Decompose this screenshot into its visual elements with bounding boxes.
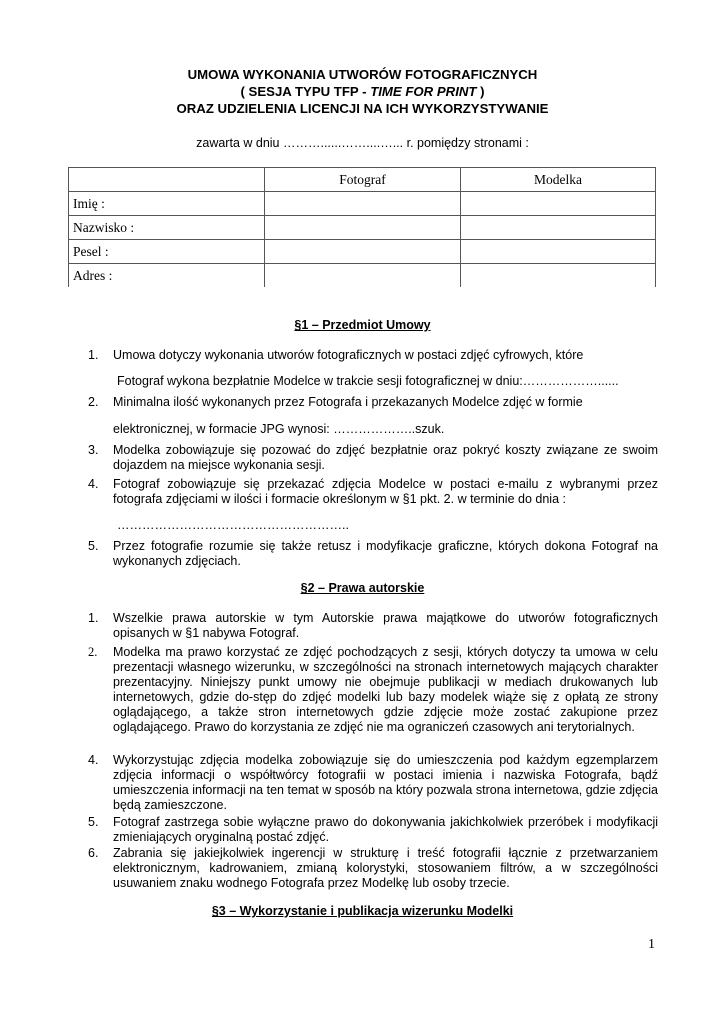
table-header-empty xyxy=(69,168,265,192)
item-number: 4. xyxy=(88,477,99,491)
cell-model-last-name[interactable] xyxy=(461,216,656,240)
concluded-on-line: zawarta w dniu ………......……....…... r. pomiędzy stronami : xyxy=(196,136,529,150)
title-line-1: UMOWA WYKONANIA UTWORÓW FOTOGRAFICZNYCH xyxy=(187,67,538,82)
cell-photographer-last-name[interactable] xyxy=(265,216,461,240)
table-row xyxy=(69,264,656,288)
item-number: 2. xyxy=(88,645,98,659)
item-number: 5. xyxy=(88,539,99,553)
item-text: Modelka zobowiązuje się pozować do zdjęć bezpłatnie oraz pokryć koszty związane ze swoim dojazdem na miejsce wykonania sesji. xyxy=(113,443,658,472)
item-number: 1. xyxy=(88,611,99,625)
table-header-row xyxy=(69,168,656,192)
table-row xyxy=(69,192,656,216)
row-label-pesel: Pesel : xyxy=(69,240,265,264)
row-label-last-name: Nazwisko : xyxy=(69,216,265,240)
section-1-item-1-continuation: Fotograf wykona bezpłatnie Modelce w trakcie sesji fotograficznej w dniu:………………...... xyxy=(117,374,619,388)
section-1-item-4-continuation: ……………………………………………….. xyxy=(117,518,349,532)
item-text: Fotograf zastrzega sobie wyłączne prawo do dokonywania jakichkolwiek przeróbek i modyfikacji zmieniających oryginalną postać zdjęć. xyxy=(113,815,658,844)
item-text: Zabrania się jakiejkolwiek ingerencji w strukturę i treść fotografii łącznie z przetwarzaniem elektronicznym, kadrowaniem, zmianą kolorystyki, stosowaniem filtrów, a w szczególności usuwaniem znaku wodnego Fotografa przez Modelkę lub osoby trzecie. xyxy=(113,846,658,890)
section-1-item-2-continuation: elektronicznej, w formacie JPG wynosi: ………………..szuk. xyxy=(113,422,445,436)
title-line-3: ORAZ UDZIELENIA LICENCJI NA ICH WYKORZYSTYWANIE xyxy=(176,101,549,116)
page-number: 1 xyxy=(648,937,655,952)
table-row xyxy=(69,216,656,240)
table-row xyxy=(69,240,656,264)
section-3-heading: §3 – Wykorzystanie i publikacja wizerunku Modelki xyxy=(211,904,514,918)
item-text: Przez fotografie rozumie się także retusz i modyfikacje graficzne, których dokona Fotograf na wykonanych zdjęciach. xyxy=(113,539,658,568)
item-text: Minimalna ilość wykonanych przez Fotografa i przekazanych Modelce zdjęć w formie xyxy=(113,395,583,409)
title-line-2-prefix: ( SESJA TYPU TFP - xyxy=(240,84,371,99)
title-line-2 xyxy=(0,84,725,100)
item-text: Wszelkie prawa autorskie w tym Autorskie prawa majątkowe do utworów fotograficznych opisanych w §1 nabywa Fotograf. xyxy=(113,611,658,640)
item-number: 3. xyxy=(88,443,99,457)
parties-table xyxy=(68,167,656,287)
row-label-first-name: Imię : xyxy=(69,192,265,216)
item-number: 5. xyxy=(88,815,99,829)
cell-photographer-pesel[interactable] xyxy=(265,240,461,264)
row-label-address: Adres : xyxy=(69,264,265,288)
cell-photographer-address[interactable] xyxy=(265,264,461,288)
cell-model-pesel[interactable] xyxy=(461,240,656,264)
item-number: 6. xyxy=(88,846,99,860)
item-text: Fotograf zobowiązuje się przekazać zdjęcia Modelce w postaci e-mailu z wybranymi przez fotografa zdjęciami w ilości i formacie określonym w §1 pkt. 2. w terminie do dnia : xyxy=(113,477,658,506)
item-text: Wykorzystując zdjęcia modelka zobowiązuje się do umieszczenia pod każdym egzemplarzem zdjęcia informacji o współtwórcy fotografii w postaci imienia i nazwiska Fotografa, bądź umieszczenia informacji na ten temat w sposób na który pozwala strona internetowa, gdzie zdjęcia będą zamieszczone. xyxy=(113,753,658,812)
item-text: Modelka ma prawo korzystać ze zdjęć pochodzących z sesji, których dotyczy ta umowa w celu prezentacji własnego wizerunku, w szczególności na stronach internetowych mających charakter prezentacyjny. Niniejszy punkt umowy nie obejmuje publikacji w mediach drukowanych lub internetowych, gdzie do-stęp do zdjęć modelki lub bazy modelek wiąże się z opłatą ze strony oglądającego, a także stron internetowych gdzie zdjęcie może zostać zakupione przez oglądającego. Prawo do korzystania ze zdjęć nie ma ograniczeń czasowych ani terytorialnych. xyxy=(113,645,658,734)
table-header-model: Modelka xyxy=(461,168,656,192)
title-line-2-italic: TIME FOR PRINT xyxy=(370,84,477,99)
item-number: 2. xyxy=(88,395,99,409)
section-2-heading: §2 – Prawa autorskie xyxy=(300,581,425,595)
item-number: 4. xyxy=(88,753,99,767)
cell-model-address[interactable] xyxy=(461,264,656,288)
title-line-2-suffix: ) xyxy=(476,84,485,99)
item-number: 1. xyxy=(88,348,99,362)
cell-model-first-name[interactable] xyxy=(461,192,656,216)
table-header-photographer: Fotograf xyxy=(265,168,461,192)
cell-photographer-first-name[interactable] xyxy=(265,192,461,216)
section-1-heading: §1 – Przedmiot Umowy xyxy=(294,318,431,332)
item-text: Umowa dotyczy wykonania utworów fotograficznych w postaci zdjęć cyfrowych, które xyxy=(113,348,584,362)
